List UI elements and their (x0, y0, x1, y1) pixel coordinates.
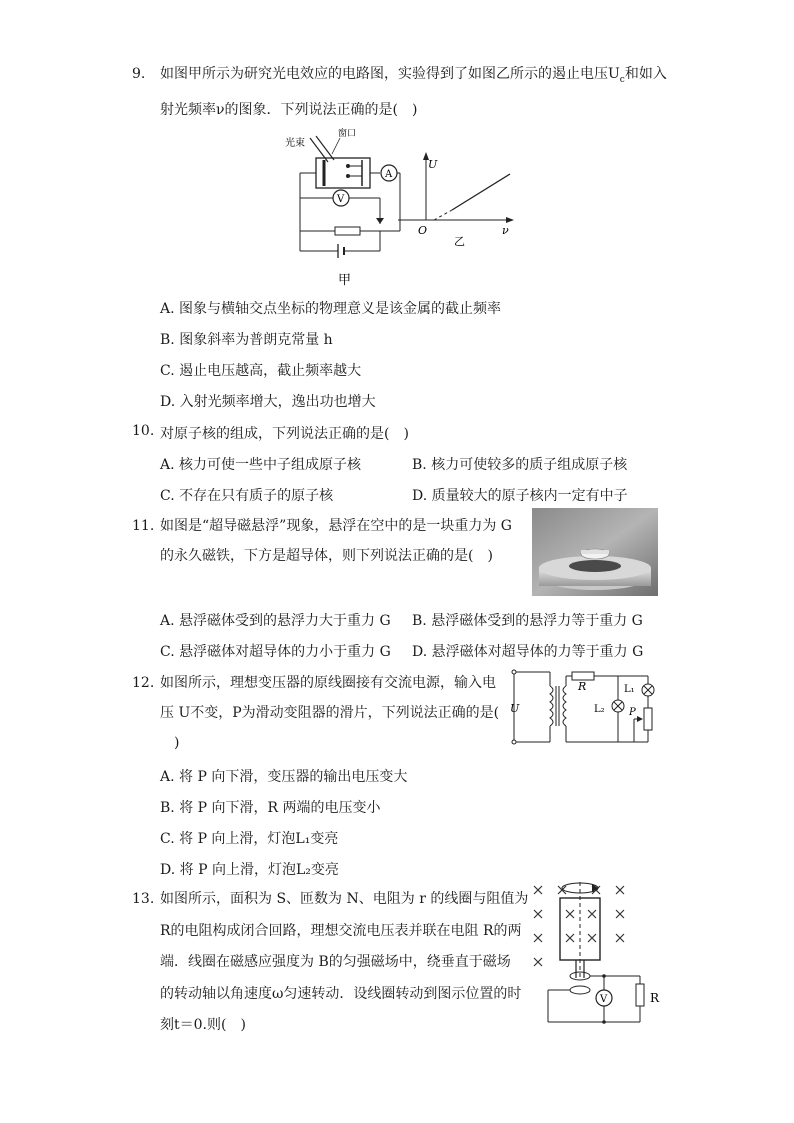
ammeter-label: A (385, 169, 393, 180)
question-12-number: 12. (132, 675, 155, 691)
question-13-line5: 刻t＝0.则( ) (160, 1017, 246, 1033)
question-12-line3: ) (174, 735, 180, 751)
stopping-voltage-graph (390, 148, 520, 248)
question-12-text (160, 668, 499, 758)
q12-option-a: A. 将 P 向下滑，变压器的输出电压变大 (160, 769, 408, 785)
question-13-text (160, 884, 528, 1042)
figure-yi-caption: 乙 (454, 235, 465, 248)
figure-jia-caption: 甲 (338, 273, 352, 286)
graph-origin: O (418, 224, 428, 237)
lamp-l2-label: L₂ (594, 704, 605, 715)
question-13-line3: 端．线圈在磁感应强度为 B的匀强磁场中，绕垂直于磁场 (160, 954, 511, 970)
question-9-line1: 如图甲所示为研究光电效应的电路图，实验得到了如图乙所示的遏止电压$U_c$和如入 (160, 66, 667, 85)
transformer-circuit-figure (506, 664, 658, 748)
q11-option-a: A. 悬浮磁体受到的悬浮力大于重力 G (160, 613, 391, 629)
question-13-line2: R的电阻构成闭合回路，理想交流电压表并联在电阻 R的两 (160, 922, 522, 939)
q12-option-d: D. 将 P 向上滑，灯泡L₂变亮 (160, 862, 339, 878)
graph-axis-u: U (428, 158, 438, 171)
rotating-coil-figure (528, 878, 668, 1028)
q12-option-b: B. 将 P 向下滑，R 两端的电压变小 (160, 800, 381, 816)
q11-option-c: C. 悬浮磁体对超导体的力小于重力 G (160, 644, 391, 660)
q9-option-d: D. 入射光频率增大，逸出功也增大 (160, 394, 376, 410)
question-11-line1: 如图是“超导磁悬浮”现象，悬浮在空中的是一块重力为 G (160, 518, 512, 534)
question-11-number: 11. (132, 518, 155, 534)
q9-option-b: B. 图象斜率为普朗克常量 h (160, 332, 333, 348)
q10-option-c: C. 不存在只有质子的原子核 (160, 488, 334, 504)
slider-p-label: P (629, 707, 636, 718)
question-10-number: 10. (132, 423, 155, 439)
question-12-line1: 如图所示，理想变压器的原线圈接有交流电源，输入电 (160, 675, 496, 691)
graph-axis-nu: ν (502, 224, 509, 237)
voltmeter-label-q13: V (600, 994, 608, 1005)
superconductor-levitation-photo (532, 508, 658, 596)
q9-option-c: C. 遏止电压越高，截止频率越大 (160, 363, 362, 379)
question-12-line2: 压 U不变，P为滑动变阻器的滑片，下列说法正确的是( (160, 705, 500, 721)
question-11-text (160, 511, 512, 571)
question-13-line4: 的转动轴以角速度ω匀速转动．设线圈转动到图示位置的时 (160, 985, 522, 1002)
source-voltage-label: U (510, 702, 520, 715)
lamp-l1-label: L₁ (624, 684, 635, 695)
q9-option-a: A. 图象与横轴交点坐标的物理意义是该金属的截止频率 (160, 301, 502, 317)
voltmeter-label: V (337, 194, 345, 205)
question-9-text (160, 59, 667, 125)
q12-option-c: C. 将 P 向上滑，灯泡L₁变亮 (160, 831, 339, 847)
q10-option-d: D. 质量较大的原子核内一定有中子 (412, 488, 628, 504)
resistor-r-label-q13: R (650, 991, 660, 1005)
q10-option-a: A. 核力可使一些中子组成原子核 (160, 457, 362, 473)
q10-option-b: B. 核力可使较多的质子组成原子核 (412, 457, 628, 473)
q11-option-d: D. 悬浮磁体对超导体的力等于重力 G (412, 644, 644, 660)
question-13-number: 13. (132, 891, 155, 907)
question-11-line2: 的永久磁铁，下方是超导体，则下列说法正确的是( ) (160, 548, 493, 564)
resistor-r-label: R (578, 680, 587, 693)
q11-option-b: B. 悬浮磁体受到的悬浮力等于重力 G (412, 613, 643, 629)
window-label: 窗口 (338, 129, 357, 139)
beam-label: 光束 (285, 138, 305, 149)
question-10-text: 对原子核的组成，下列说法正确的是( ) (160, 426, 409, 442)
question-13-line1: 如图所示，面积为 S、匝数为 N、电阻为 r 的线圈与阻值为 (160, 891, 529, 907)
question-9-line2: 射光频率ν的图象．下列说法正确的是( ) (160, 101, 418, 118)
question-9-number: 9. (132, 66, 146, 82)
